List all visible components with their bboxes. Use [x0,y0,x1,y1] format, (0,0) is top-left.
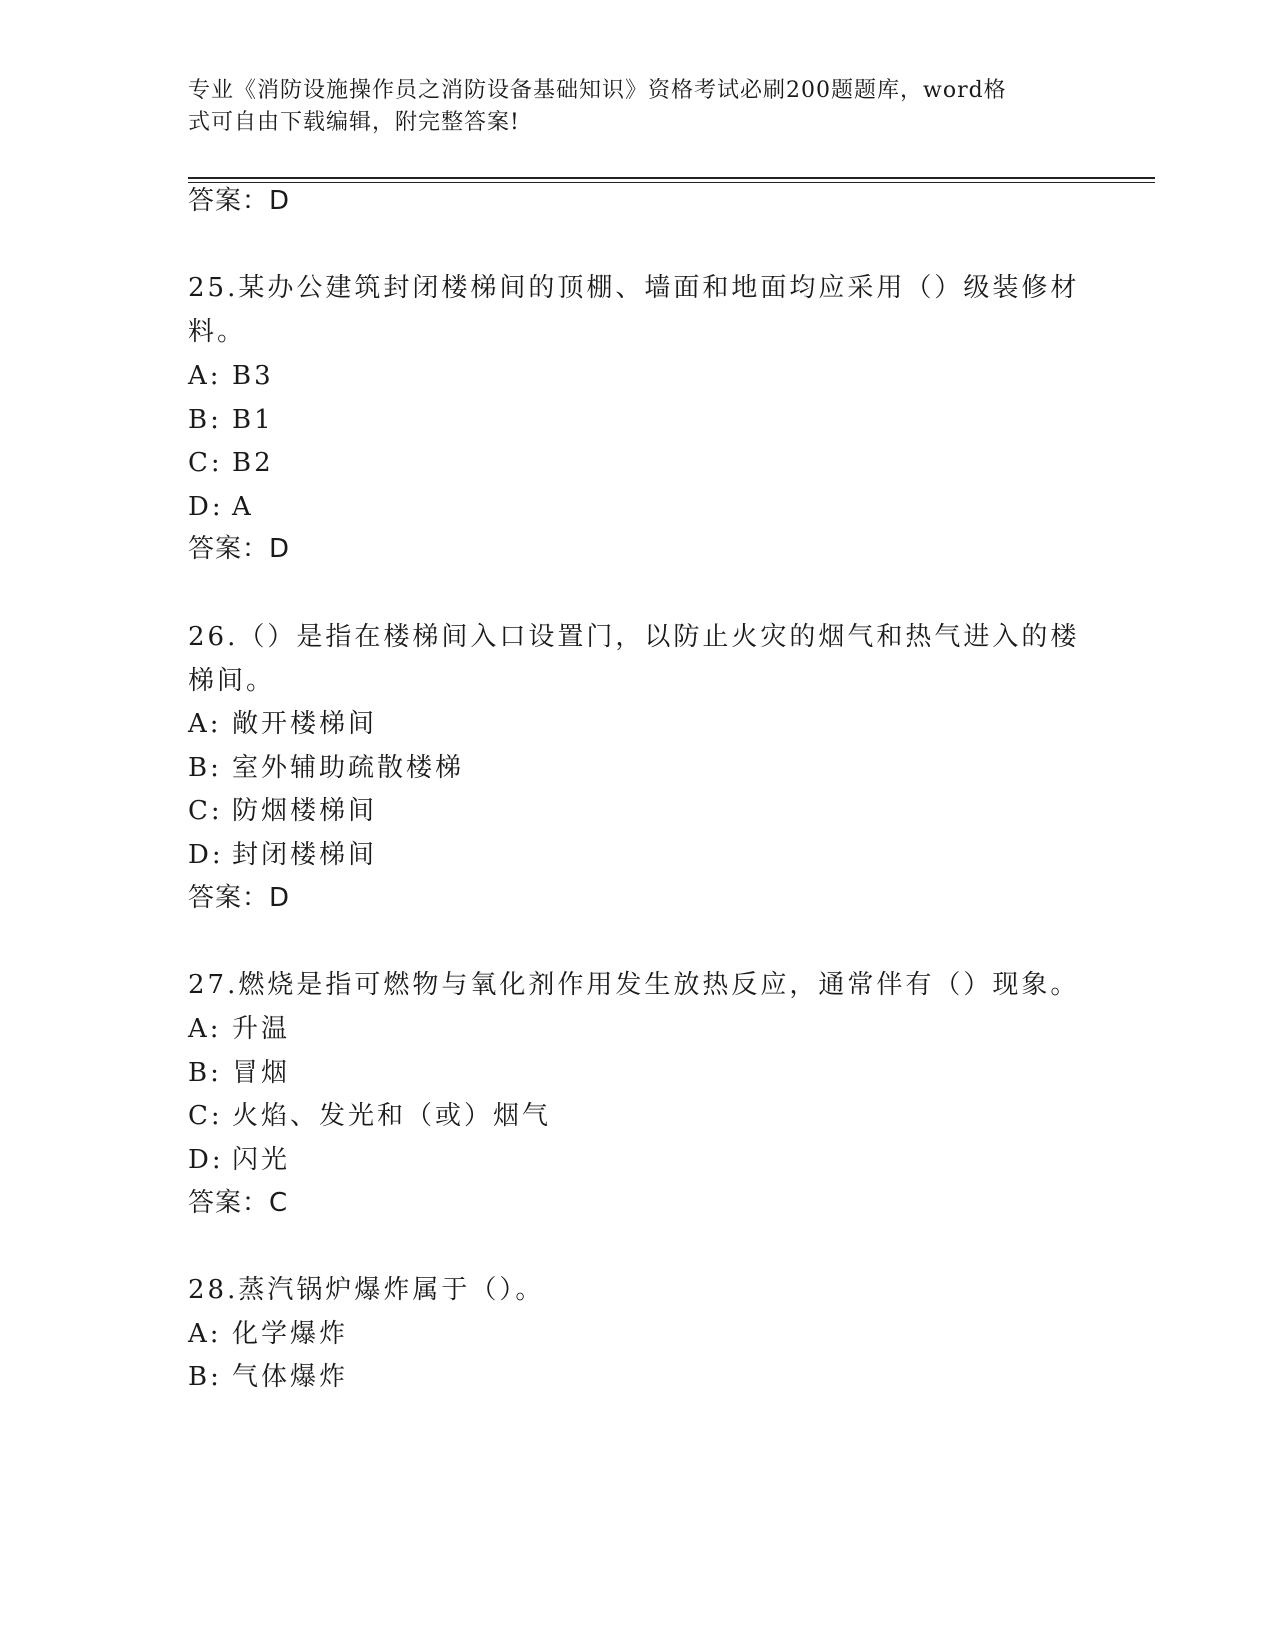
question-26-option-d: D: 封闭楼梯间 [188,840,378,870]
document-header [188,75,1068,139]
answer-q27: 答案：C [188,1188,289,1218]
question-26-option-a: A: 敞开楼梯间 [188,709,378,739]
header-divider-thick [188,177,1155,179]
question-25-text-line-2: 料。 [188,317,247,347]
question-25-option-c: C: B2 [188,448,274,478]
header-line-1: 专业《消防设施操作员之消防设备基础知识》资格考试必刷200题题库，word格 [188,78,1007,103]
question-26-option-b: B: 室外辅助疏散楼梯 [188,753,465,783]
question-27-option-c: C: 火焰、发光和（或）烟气 [188,1101,552,1131]
question-28-text-line-1: 28.蒸汽锅炉爆炸属于（）。 [188,1275,545,1305]
header-divider-thin [188,182,1155,183]
question-26-text-line-2: 梯间。 [188,666,276,696]
question-25-text-line-1: 25.某办公建筑封闭楼梯间的顶棚、墙面和地面均应采用（）级装修材 [188,273,1080,303]
question-25-option-d: D: A [188,492,254,522]
answer-q25: 答案：D [188,534,291,564]
question-28-option-b: B: 气体爆炸 [188,1362,349,1392]
header-line-2: 式可自由下载编辑，附完整答案! [188,110,520,135]
question-26-option-c: C: 防烟楼梯间 [188,796,378,826]
question-28-option-a: A: 化学爆炸 [188,1319,349,1349]
question-27-text-line-1: 27.燃烧是指可燃物与氧化剂作用发生放热反应，通常伴有（）现象。 [188,970,1080,1000]
question-27-option-d: D: 闪光 [188,1145,291,1175]
question-26-text-line-1: 26.（）是指在楼梯间入口设置门，以防止火灾的烟气和热气进入的楼 [188,622,1080,652]
answer-q26: 答案：D [188,883,291,913]
answer-q24: 答案：D [188,186,291,216]
question-27-option-a: A: 升温 [188,1014,291,1044]
question-25-option-a: A: B3 [188,361,274,391]
question-25-option-b: B: B1 [188,405,274,435]
question-27-option-b: B: 冒烟 [188,1058,291,1088]
